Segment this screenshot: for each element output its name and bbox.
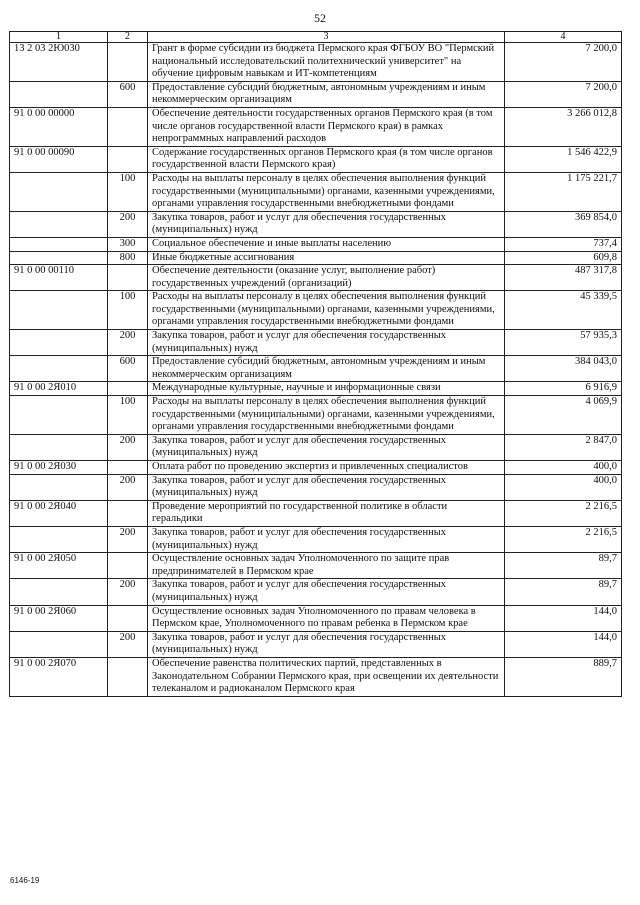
- table-row: [10, 146, 622, 172]
- expense-type-code: 200: [108, 474, 148, 500]
- expense-type-code: 800: [108, 251, 148, 265]
- target-article-code: [10, 237, 108, 251]
- expense-name: Предоставление субсидий бюджетным, автономным учреждениям и иным некоммерческим организациям: [148, 81, 505, 107]
- page-number: 52: [314, 11, 326, 25]
- target-article-code: [10, 526, 108, 552]
- expense-name: Расходы на выплаты персоналу в целях обеспечения выполнения функций государственными (муниципальными) органами, казенными учреждениями, органами управления государственными внебюджетными фондами: [148, 172, 505, 211]
- expense-type-code: 300: [108, 237, 148, 251]
- expense-type-code: [108, 107, 148, 146]
- expense-type-code: 600: [108, 356, 148, 382]
- expense-type-code: 100: [108, 291, 148, 330]
- expense-type-code: 100: [108, 172, 148, 211]
- column-number: 2: [108, 32, 148, 43]
- amount-value: 7 200,0: [505, 81, 622, 107]
- expense-name: Осуществление основных задач Уполномоченного по защите прав предпринимателей в Пермском крае: [148, 553, 505, 579]
- table-row: [10, 291, 622, 330]
- expense-name: Обеспечение деятельности (оказание услуг, выполнение работ) государственных учреждений (организаций): [148, 265, 505, 291]
- expense-type-code: 100: [108, 396, 148, 435]
- amount-value: 144,0: [505, 605, 622, 631]
- amount-value: 45 339,5: [505, 291, 622, 330]
- target-article-code: [10, 211, 108, 237]
- amount-value: 1 175 221,7: [505, 172, 622, 211]
- table-row: [10, 356, 622, 382]
- table-row: [10, 526, 622, 552]
- expense-name: Проведение мероприятий по государственной политике в области геральдики: [148, 500, 505, 526]
- expense-type-code: [108, 382, 148, 396]
- target-article-code: [10, 81, 108, 107]
- expense-name: Содержание государственных органов Пермского края (в том числе органов государственной власти Пермского края): [148, 146, 505, 172]
- amount-value: 889,7: [505, 657, 622, 696]
- expense-type-code: 200: [108, 526, 148, 552]
- expense-name: Закупка товаров, работ и услуг для обеспечения государственных (муниципальных) нужд: [148, 526, 505, 552]
- expense-type-code: [108, 43, 148, 82]
- table-row: [10, 434, 622, 460]
- table-row: [10, 474, 622, 500]
- expense-type-code: [108, 146, 148, 172]
- expense-name: Расходы на выплаты персоналу в целях обеспечения выполнения функций государственными (муниципальными) органами, казенными учреждениями, органами управления государственными внебюджетными фондами: [148, 291, 505, 330]
- expense-type-code: [108, 657, 148, 696]
- table-row: [10, 237, 622, 251]
- table-row: [10, 172, 622, 211]
- budget-table: [9, 31, 622, 697]
- expense-type-code: 200: [108, 434, 148, 460]
- table-row: [10, 631, 622, 657]
- expense-name: Закупка товаров, работ и услуг для обеспечения государственных (муниципальных) нужд: [148, 330, 505, 356]
- expense-name: Обеспечение деятельности государственных органов Пермского края (в том числе органов государственной власти Пермского края) в рамках непрограммных направлений расходов: [148, 107, 505, 146]
- table-row: [10, 579, 622, 605]
- amount-value: 384 043,0: [505, 356, 622, 382]
- amount-value: 7 200,0: [505, 43, 622, 82]
- amount-value: 57 935,3: [505, 330, 622, 356]
- amount-value: 1 546 422,9: [505, 146, 622, 172]
- table-row: [10, 81, 622, 107]
- footer-document-code: 6146-19: [10, 876, 40, 885]
- amount-value: 89,7: [505, 579, 622, 605]
- table-row: [10, 461, 622, 475]
- amount-value: 609,8: [505, 251, 622, 265]
- target-article-code: 91 0 00 00000: [10, 107, 108, 146]
- table-row: [10, 657, 622, 696]
- expense-name: Иные бюджетные ассигнования: [148, 251, 505, 265]
- expense-name: Закупка товаров, работ и услуг для обеспечения государственных (муниципальных) нужд: [148, 474, 505, 500]
- amount-value: 400,0: [505, 474, 622, 500]
- expense-name: Расходы на выплаты персоналу в целях обеспечения выполнения функций государственными (муниципальными) органами, казенными учреждениями, органами управления государственными внебюджетными фондами: [148, 396, 505, 435]
- target-article-code: 91 0 00 2Я030: [10, 461, 108, 475]
- amount-value: 6 916,9: [505, 382, 622, 396]
- target-article-code: 91 0 00 00110: [10, 265, 108, 291]
- amount-value: 2 847,0: [505, 434, 622, 460]
- table-row: [10, 396, 622, 435]
- target-article-code: [10, 291, 108, 330]
- table-row: [10, 605, 622, 631]
- target-article-code: 91 0 00 00090: [10, 146, 108, 172]
- amount-value: 2 216,5: [505, 500, 622, 526]
- amount-value: 144,0: [505, 631, 622, 657]
- expense-name: Закупка товаров, работ и услуг для обеспечения государственных (муниципальных) нужд: [148, 579, 505, 605]
- expense-name: Закупка товаров, работ и услуг для обеспечения государственных (муниципальных) нужд: [148, 434, 505, 460]
- target-article-code: 13 2 03 2Ю030: [10, 43, 108, 82]
- amount-value: 4 069,9: [505, 396, 622, 435]
- table-row: [10, 251, 622, 265]
- table-row: [10, 382, 622, 396]
- expense-name: Оплата работ по проведению экспертиз и привлеченных специалистов: [148, 461, 505, 475]
- target-article-code: 91 0 00 2Я010: [10, 382, 108, 396]
- target-article-code: [10, 631, 108, 657]
- column-number: 4: [505, 32, 622, 43]
- amount-value: 369 854,0: [505, 211, 622, 237]
- expense-type-code: 200: [108, 211, 148, 237]
- column-number-row: [10, 32, 622, 43]
- expense-name: Предоставление субсидий бюджетным, автономным учреждениям и иным некоммерческим организациям: [148, 356, 505, 382]
- column-number: 3: [148, 32, 505, 43]
- amount-value: 400,0: [505, 461, 622, 475]
- expense-type-code: [108, 265, 148, 291]
- expense-type-code: [108, 461, 148, 475]
- table-row: [10, 43, 622, 82]
- expense-type-code: [108, 553, 148, 579]
- target-article-code: 91 0 00 2Я050: [10, 553, 108, 579]
- expense-name: Закупка товаров, работ и услуг для обеспечения государственных (муниципальных) нужд: [148, 631, 505, 657]
- expense-name: Закупка товаров, работ и услуг для обеспечения государственных (муниципальных) нужд: [148, 211, 505, 237]
- expense-name: Обеспечение равенства политических партий, представленных в Законодательном Собрании Пермского края, при освещении их деятельности телеканалом и радиоканалом Пермского края: [148, 657, 505, 696]
- amount-value: 487 317,8: [505, 265, 622, 291]
- expense-name: Международные культурные, научные и информационные связи: [148, 382, 505, 396]
- target-article-code: [10, 251, 108, 265]
- target-article-code: [10, 396, 108, 435]
- table-row: [10, 330, 622, 356]
- amount-value: 2 216,5: [505, 526, 622, 552]
- table-row: [10, 500, 622, 526]
- target-article-code: [10, 474, 108, 500]
- target-article-code: [10, 172, 108, 211]
- target-article-code: [10, 330, 108, 356]
- expense-type-code: 200: [108, 579, 148, 605]
- expense-name: Социальное обеспечение и иные выплаты населению: [148, 237, 505, 251]
- table-row: [10, 265, 622, 291]
- expense-name: Осуществление основных задач Уполномоченного по правам человека в Пермском крае, Уполномоченного по правам ребенка в Пермском крае: [148, 605, 505, 631]
- expense-type-code: 200: [108, 631, 148, 657]
- column-number: 1: [10, 32, 108, 43]
- amount-value: 3 266 012,8: [505, 107, 622, 146]
- expense-type-code: [108, 605, 148, 631]
- table-row: [10, 211, 622, 237]
- expense-type-code: 600: [108, 81, 148, 107]
- expense-type-code: 200: [108, 330, 148, 356]
- table-row: [10, 553, 622, 579]
- target-article-code: [10, 434, 108, 460]
- amount-value: 737,4: [505, 237, 622, 251]
- table-row: [10, 107, 622, 146]
- target-article-code: [10, 356, 108, 382]
- target-article-code: 91 0 00 2Я070: [10, 657, 108, 696]
- expense-name: Грант в форме субсидии из бюджета Пермского края ФГБОУ ВО "Пермский национальный исследовательский политехнический университет" на обучение цифровым навыкам и ИТ-компетенциям: [148, 43, 505, 82]
- target-article-code: 91 0 00 2Я060: [10, 605, 108, 631]
- expense-type-code: [108, 500, 148, 526]
- target-article-code: [10, 579, 108, 605]
- target-article-code: 91 0 00 2Я040: [10, 500, 108, 526]
- amount-value: 89,7: [505, 553, 622, 579]
